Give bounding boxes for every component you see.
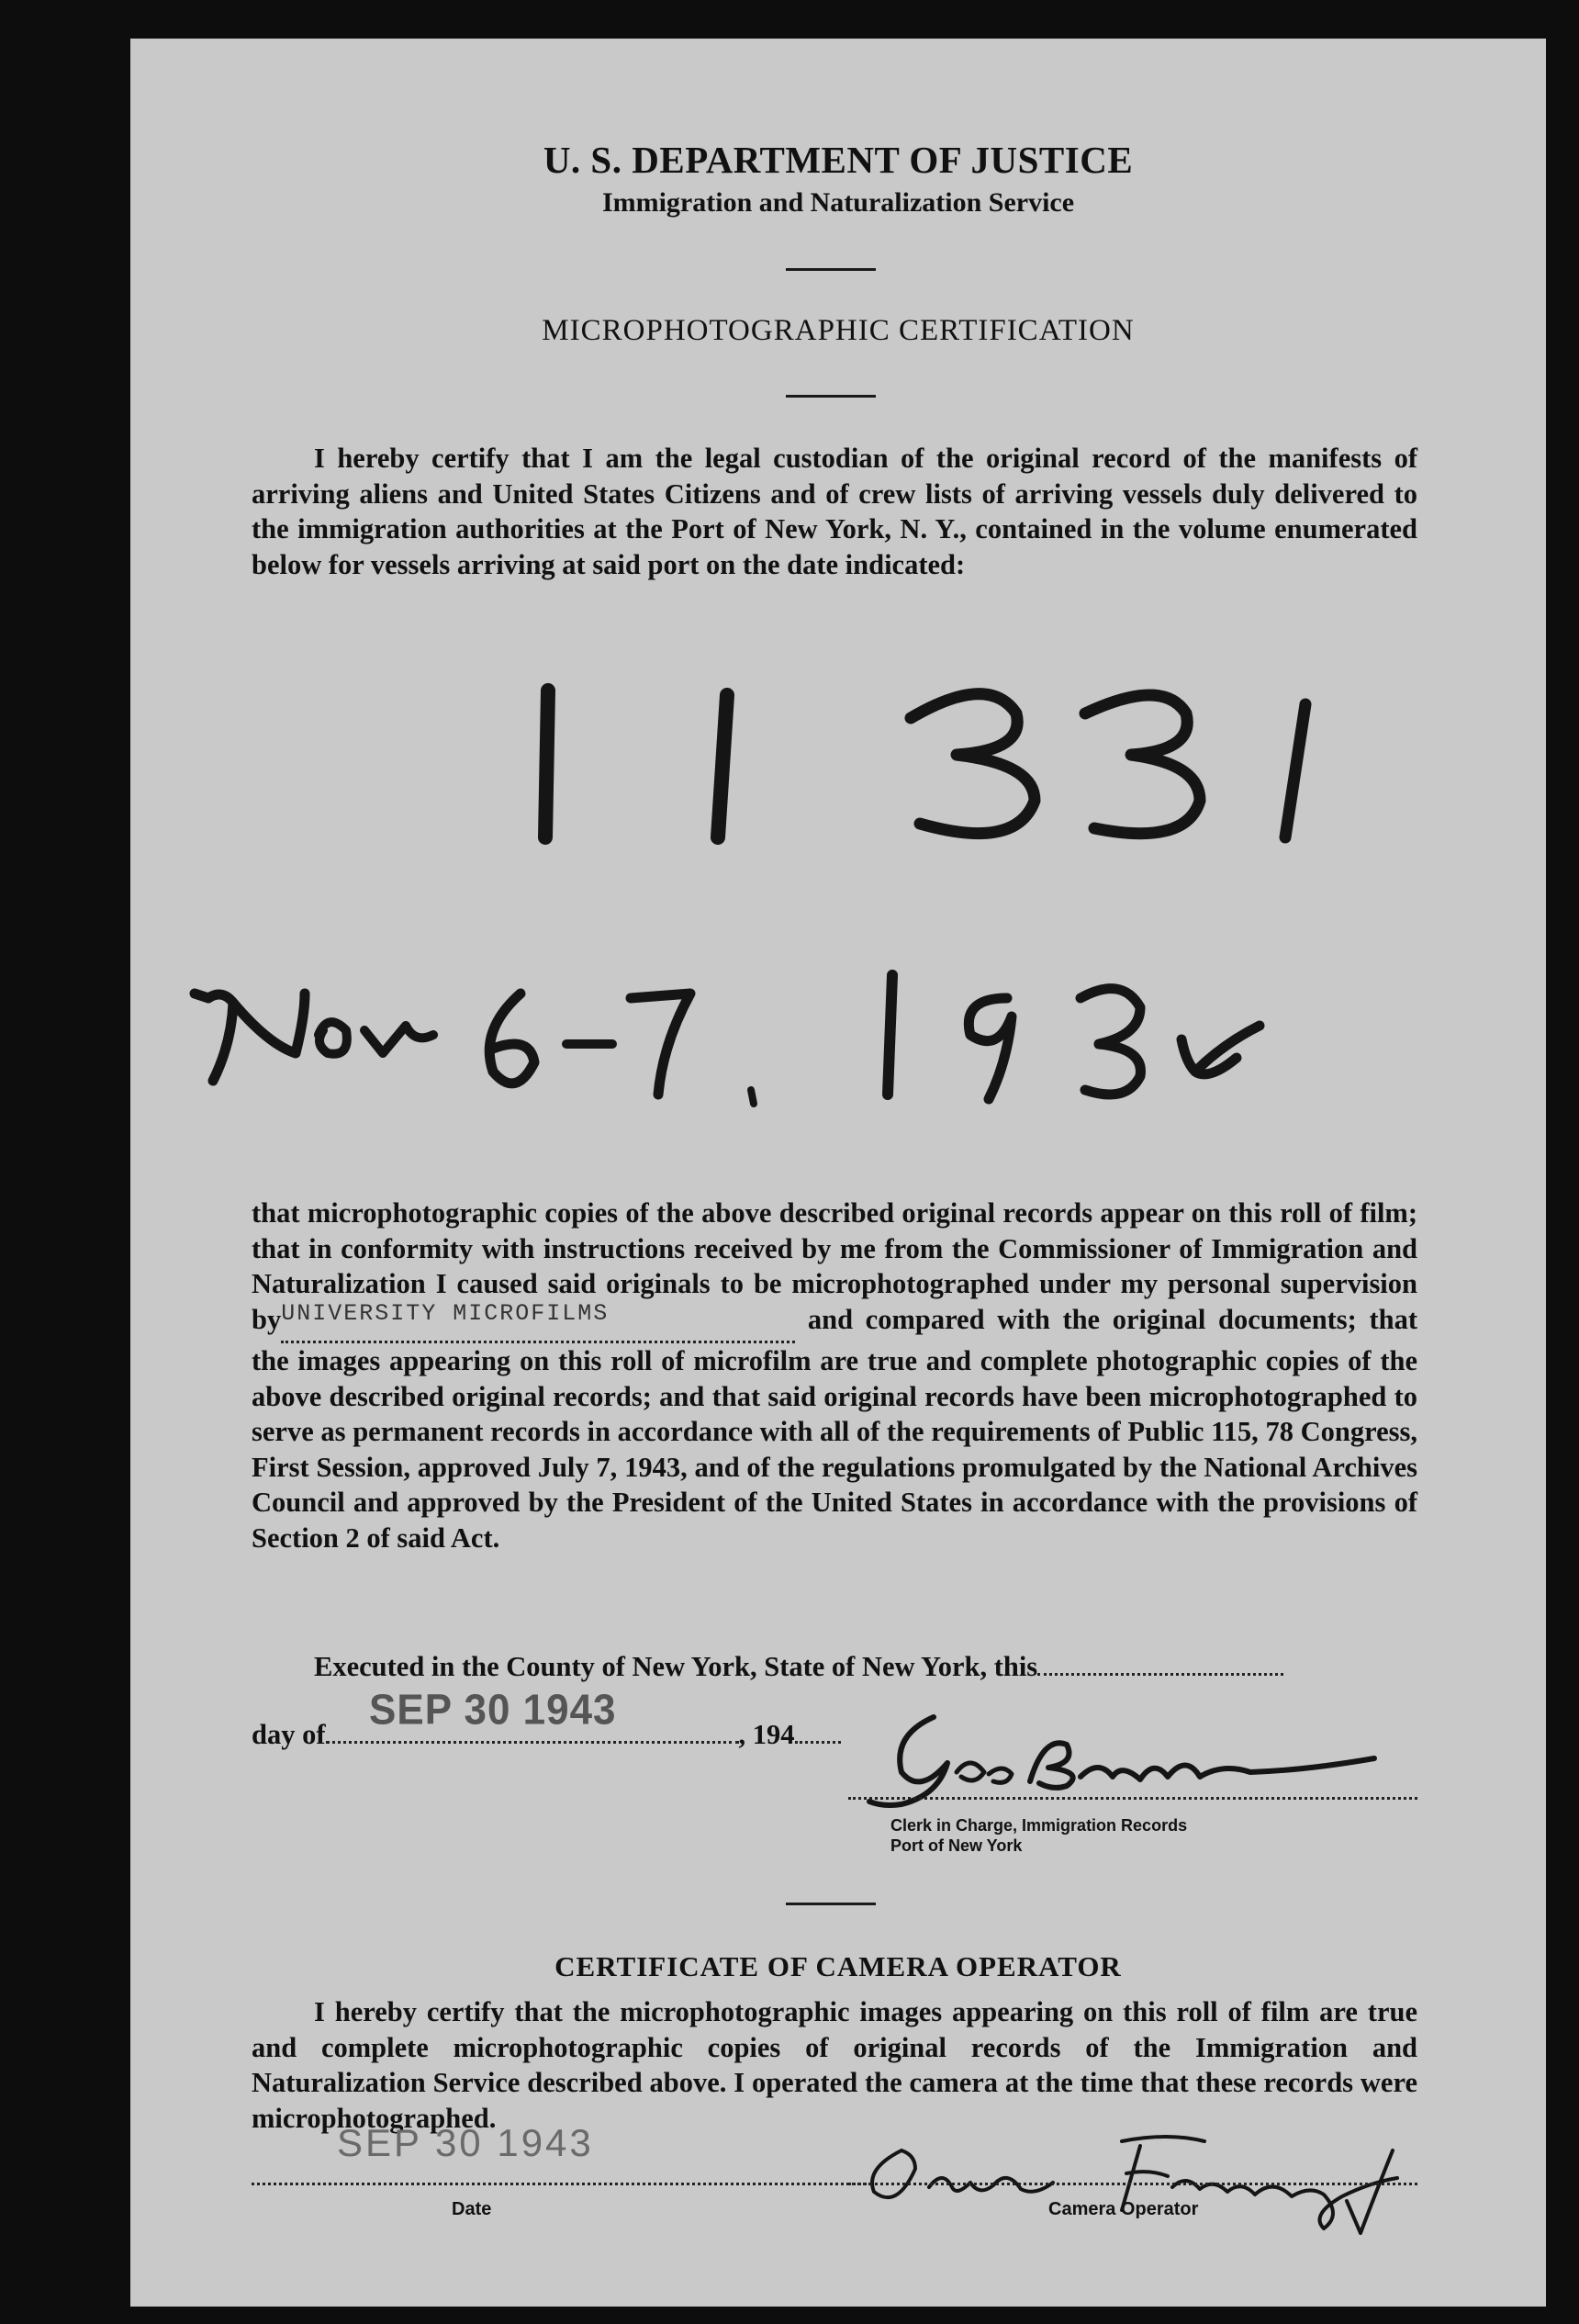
operator-certificate-title: CERTIFICATE OF CAMERA OPERATOR (554, 1950, 1122, 1982)
operator-signature (846, 2114, 1489, 2242)
certification-intro: I hereby certify that I am the legal custodian of the original record of the manifests of arriving aliens and United States Citizens and of crew lists of arriving vessels duly delivered to the immigration authorities at the Port of New York, N. Y., contained in the volume enumerated below for vessels arriving at said port on the date indicated: (252, 443, 1417, 580)
day-field (1037, 1673, 1283, 1676)
clerk-title: Clerk in Charge, Immigration Records (890, 1816, 1188, 1835)
day-of-label: day of (252, 1719, 326, 1750)
photographer-name: UNIVERSITY MICROFILMS (281, 1299, 610, 1327)
operator-certificate-text: I hereby certify that the microphotographic images appearing on this roll of film are true and complete microphotographic copies of original records of the Immigration and Naturalization Service described above. I operated the camera at the time that these records were microphotographed. (252, 1996, 1417, 2134)
date-stamp: SEP 30 1943 (369, 1686, 617, 1735)
date-signature-line (252, 2183, 871, 2185)
date-label: Date (452, 2199, 492, 2219)
divider-rule (786, 395, 876, 398)
service-subtitle: Immigration and Naturalization Service (601, 187, 1075, 218)
executed-text: Executed in the County of New York, State of New York, this (314, 1651, 1038, 1682)
divider-rule (786, 268, 876, 271)
month-field (326, 1741, 739, 1744)
certification-body-end: and compared with the original documents; that the images appearing on this roll of microfilm are true and complete photographic copies of the above described original records; and that said original records have been microphotographed to serve as permanent records in accordance with all of the requirements of Public 115, 78 Congress, First Session, approved July 7, 1943, and of the regulations promulgated by the National Archives Council and approved by the President of the United States in accordance with the provisions of Section 2 of said Act. (252, 1303, 1417, 1554)
date-handwritten (130, 943, 1546, 1127)
certification-title: MICROPHOTOGRAPHIC CERTIFICATION (542, 314, 1135, 347)
clerk-location: Port of New York (890, 1836, 1023, 1855)
certification-body-start: that microphotographic copies of the above described original records appear on this roll of film; that in conformity with instructions received by me from the Commissioner of Immigration and Naturalization I caused said originals to be microphotographed under my personal supervision by (252, 1197, 1417, 1335)
department-title: U. S. DEPARTMENT OF JUSTICE (543, 139, 1134, 181)
clerk-caption (890, 1815, 1187, 1856)
year-field (795, 1741, 841, 1744)
clerk-signature-line (848, 1797, 1417, 1800)
photographer-field (281, 1299, 795, 1344)
operator-signature-line (848, 2183, 1417, 2185)
camera-operator-label: Camera Operator (1048, 2199, 1199, 2219)
executed-line (314, 1651, 1283, 1683)
divider-rule (786, 1903, 876, 1905)
volume-number-handwritten (130, 645, 1546, 874)
year-prefix: , 194 (738, 1719, 795, 1750)
certificate-sheet (130, 39, 1546, 2307)
certification-body (252, 1196, 1417, 1555)
clerk-signature (846, 1699, 1452, 1818)
operator-date-stamp: SEP 30 1943 (337, 2121, 594, 2164)
